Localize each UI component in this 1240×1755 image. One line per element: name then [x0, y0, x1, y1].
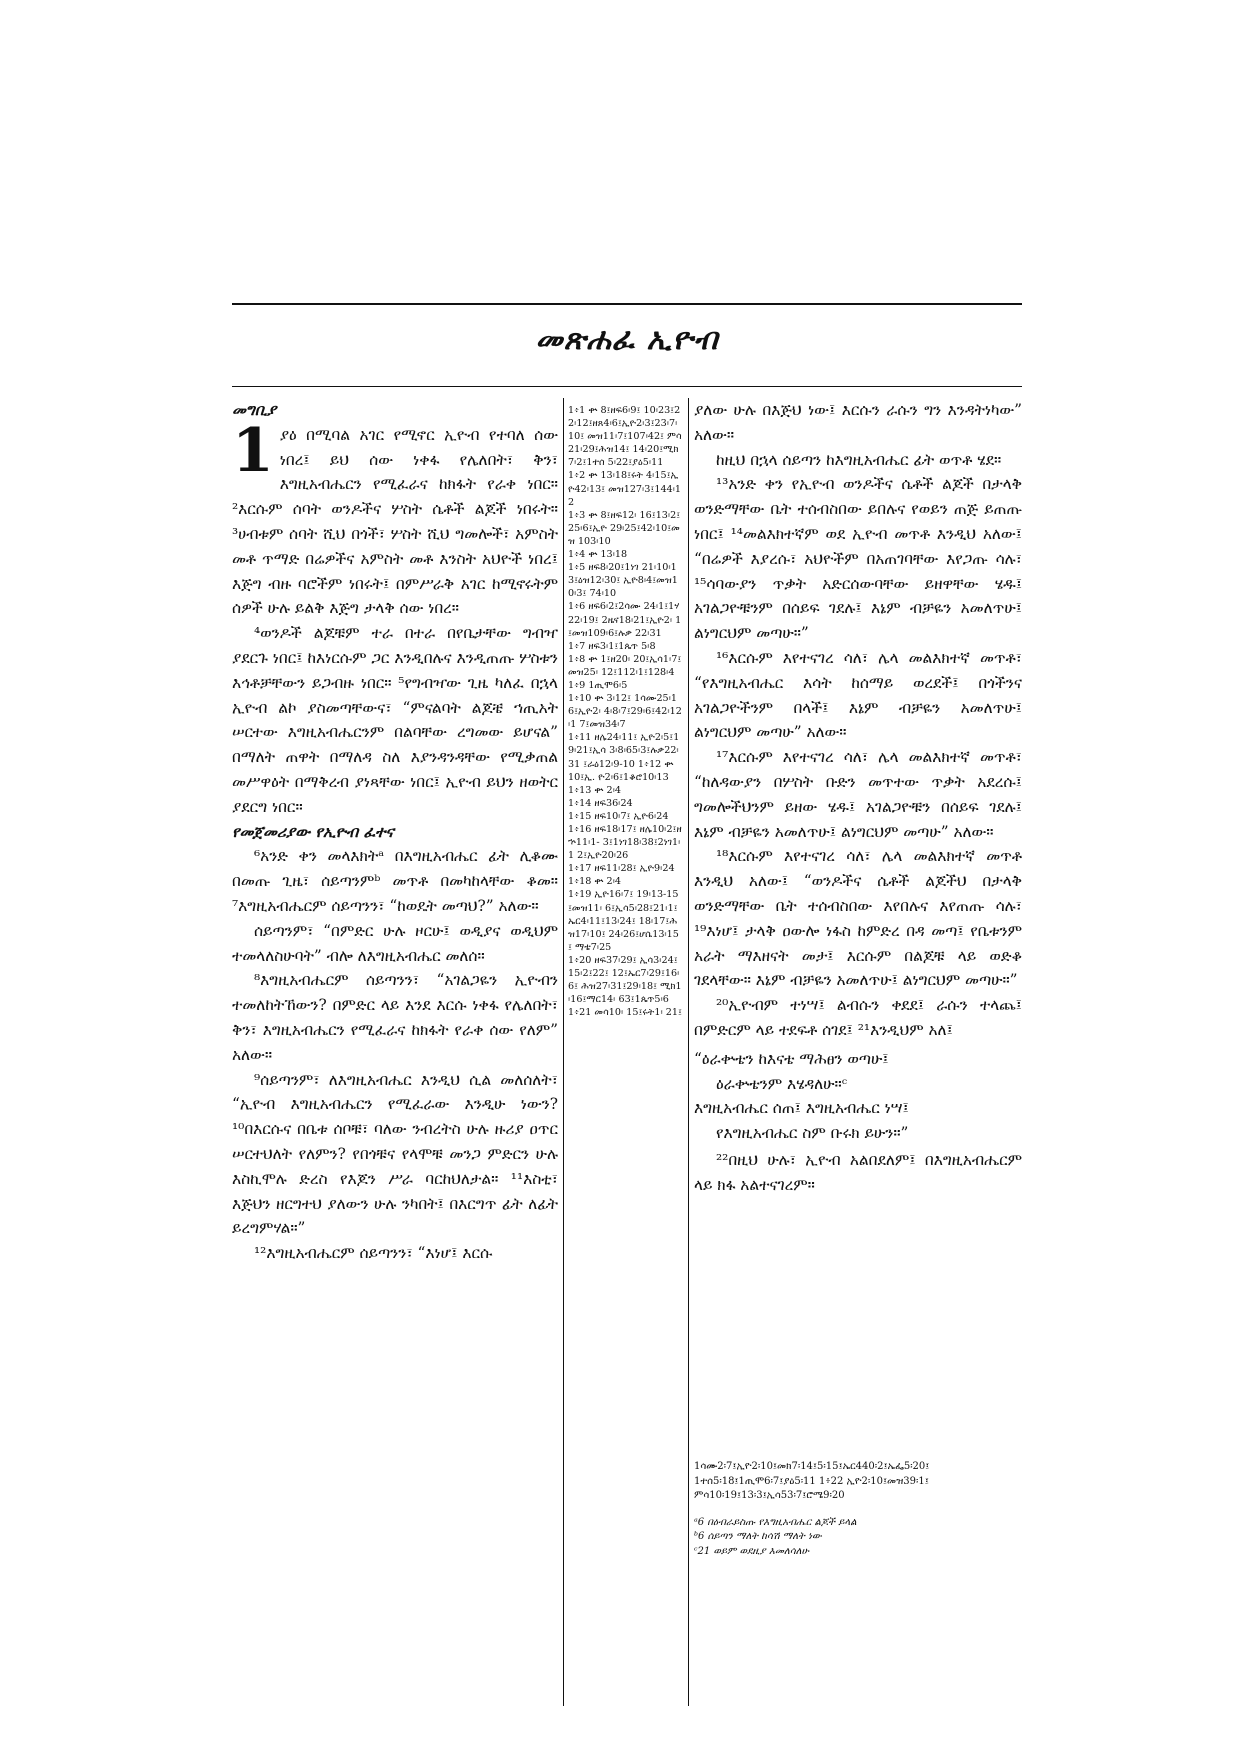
cross-reference: 1፥21 መሳ10፡ 15፤ሩት1፡ 21፤	[568, 1007, 682, 1019]
poem-line: እግዚአብሔር ሰጠ፤ እግዚአብሔር ነሣ፤	[694, 1099, 909, 1118]
cross-reference: 1፥15 ዘፍ10፡7፤ ኢዮ6፡24	[568, 810, 669, 822]
footnote-crossref: 1ሳሙ2፡7፤ኢዮ2፡10፤መክ7፡14፤5፡15፤ኤር440፡2፤ኤፌ5፡20፤	[694, 1461, 930, 1472]
poem-line: የእግዚአብሔር ስም ቡሩክ ይሁን።”	[716, 1124, 909, 1143]
right-text-column	[694, 398, 1022, 1198]
left-text-column	[232, 398, 558, 1266]
cross-reference: 1፥10 ቍ 3፡12፤ 1ሳሙ25፡16፤ኢዮ2፡ 4፡8፡7፤29፡6፤42፡12፡1 7፤መዝ34፡7	[568, 693, 682, 731]
verse-paragraph: ያዕ በሚባል አገር የሚኖር ኢዮብ የተባለ ሰው ነበረ፤ ይህ ሰው ነቀፋ የሌለበት፣ ቅን፣ እግዚአብሔርን የሚፈራና ከክፋት የራቀ ነበር። ²እርሱም ሰባት ወንዶችና ሦስት ሴቶች ልጆች ነበሩት። ³ሀብቱም ሰባት ሺህ በጎች፣ ሦስት ሺህ ግመሎች፣ አምስት መቶ ጥማድ በሬዎችና አምስት መቶ እንስት አህዮች ነበረ፤ እጅግ ብዙ ባሮችም ነበሩት፤ በምሥራቅ አገር ከሚኖሩትም ሰዎች ሁሉ ይልቅ እጅግ ታላቅ ሰው ነበረ።	[232, 425, 558, 618]
verse-paragraph: ⁶አንድ ቀን መላእክትᵃ በእግዚአብሔር ፊት ሊቆሙ በመጡ ጊዜ፣ ሰይጣንምᵇ መጥቶ በመካከላቸው ቆመ። ⁷እግዚአብሔርም ሰይጣንን፣ “ከወዴት መጣህ?” አለው።	[232, 847, 558, 915]
cross-reference: 1፥4 ቍ 13፡18	[568, 549, 628, 561]
cross-reference: 1፥17 ዘፍ11፡28፤ ኢዮ9፡24	[568, 863, 675, 875]
cross-reference: 1፥14 ዘፍ36፡24	[568, 797, 633, 809]
verse-paragraph: ⁸እግዚአብሔርም ሰይጣንን፣ “አገልጋዬን ኢዮብን ተመለከትኸውን? በምድር ላይ እንደ እርሱ ነቀፋ የሌለበት፣ ቅን፣ እግዚአብሔርን የሚፈራና ከክፋት የራቀ ሰው የለም” አለው።	[232, 971, 558, 1064]
cross-reference: 1፥5 ዘፍ8፡20፤1ነገ 21፡10፡13፤ዕዝ12፡30፤ ኢዮ8፡4፤መዝ10፡3፤ 74፡10	[568, 562, 678, 600]
footnote: ᵇ6 ሰይጣን ማለት ከሳሽ ማለት ነው	[694, 1531, 822, 1543]
cross-reference: 1፥16 ዘፍ18፡17፤ ዘሌ10፡2፤ዘኍ11፡1- 3፤1ነገ18፡38፤2ነገ1፡1 2፤ኢዮ20፡26	[568, 824, 682, 862]
book-title: መጽሐፈ ኢዮብ	[535, 322, 719, 357]
footnote-crossref: 1ተሰ5፡18፤1ጢሞ6፡7፤ያዕ5፡11 1፥22 ኢዮ2፡10፤መዝ39፡1፤	[694, 1475, 929, 1487]
poem-line: ዕራቍቴንም እሄዳለሁ።ᶜ	[716, 1074, 848, 1093]
cross-reference: 1፥7 ዘፍ3፡1፤1ጴጥ 5፡8	[568, 640, 656, 652]
cross-reference: 1፥18 ቍ 2፡4	[568, 876, 622, 888]
cross-reference-column	[568, 404, 682, 1019]
verse-paragraph: ⁹ሰይጣንም፣ ለእግዚአብሔር እንዲህ ሲል መለሰለት፣ “ኢዮብ እግዚአብሔርን የሚፈራው እንዲሁ ነውን? ¹⁰በእርሱና በቤቱ ሰቦቹ፣ ባለው ንብረትስ ሁሉ ዙሪያ ዐጥር ሠርተህለት የለምን? የበጎቹና የላሞቹ መንጋ ምድርን ሁሉ እስኪሞሉ ድረስ የእጆን ሥራ ባርከህለታል። ¹¹እስቲ፣ እጅህን ዘርግተህ ያለውን ሁሉ ንካበት፤ በእርግጥ ፊት ለፊት ይረግምሃል።”	[232, 1070, 558, 1238]
cross-reference: 1፥13 ቍ 2፡4	[568, 784, 622, 796]
verse-paragraph: ¹⁷እርሱም እየተናገረ ሳለ፣ ሌላ መልእክተኛ መጥቶ፣ “ከለዳውያን በሦስት ቡድን መጥተው ጥቃት አደረሱ፤ ግመሎችህንም ይዘው ሄዱ፤ አገልጋዮቹን በሰይፍ ገደሉ፤ እኔም ብቻዬን አመለጥሁ፤ ልነግርህም መጣሁ” አለው።	[694, 748, 1022, 841]
cross-reference: 1፥8 ቍ 1፤ዘ20፡ 20፤ኢሳ1፡7፤መዝ25፡ 12፤112፡1፤128፡4	[568, 653, 682, 678]
verse-paragraph: ²²በዚህ ሁሉ፣ ኢዮብ አልበደለም፤ በእግዚአብሔርም ላይ ክፋ አልተናገረም።	[694, 1150, 1022, 1194]
poem-line: “ዕራቍቴን ከእናቴ ማሕፀን ወጣሁ፤	[694, 1049, 889, 1068]
intro-heading: መግቢያ	[232, 401, 277, 419]
chapter-number: 1	[232, 415, 274, 486]
verse-paragraph: ¹⁸እርሱም እየተናገረ ሳለ፣ ሌላ መልእክተኛ መጥቶ እንዲህ አለው፤ “ወንዶችና ሴቶች ልጆችህ በታላቅ ወንድማቸው ቤት ተሰብስበው እየበሉና እየጠጡ ሳሉ፣ ¹⁹እነሆ፤ ታላቅ ዐውሎ ነፋስ ከምድረ በዳ መጣ፤ የቤቱንም አራት ማእዘናት መታ፤ እርሱም በልጆቹ ላይ ወድቆ ገደላቸው። እኔም ብቻዬን አመለጥሁ፤ ልነግርህም መጣሁ።”	[694, 847, 1022, 990]
column-divider	[563, 398, 564, 1706]
cross-reference: 1፥3 ቍ 8፤ዘፍ12፡ 16፤13፡2፤25፡6፤ኢዮ 29፡25፤42፡10፤መዝ 103፡10	[568, 509, 681, 547]
top-rule	[232, 303, 1022, 305]
footnote: ᵃ6 በዕብራይስጡ የእግዚአብሔር ልጆች ይላል	[694, 1516, 857, 1528]
verse-paragraph: ያለው ሁሉ በእጅህ ነው፤ እርሱን ራሱን ግን እንዳትነካው” አለው።	[694, 401, 1022, 444]
verse-paragraph: ከዚህ በኋላ ሰይጣን ከእግዚአብሔር ፊት ወጥቶ ሄደ።	[716, 450, 1002, 469]
verse-paragraph: ²⁰ኢዮብም ተነሣ፤ ልብሱን ቀደደ፤ ራሱን ተላጨ፤ በምድርም ላይ ተደፍቶ ሰገደ፤ ²¹እንዲህም አለ፤	[694, 996, 1022, 1039]
cross-reference: 1፥2 ቍ 13፡18፤ሩት 4፡15፤ኢዮ42፡13፤ መዝ127፡3፤144፡12	[568, 470, 682, 508]
footnote-crossref: ምሳ10፡19፤13፡3፤ኢሳ53፡7፤ሮሜ9፡20	[694, 1490, 845, 1502]
title-rule	[232, 386, 1022, 387]
cross-reference: 1፥11 ዘሌ24፡11፤ ኢዮ2፡5፤19፡21፤ኢሳ 3፡8፡65፡3፤ሉቃ22፡31 ፤ራዕ12፡9-10 1፥12 ቍ 10፤ኢ. ዮ2፡6፤1ቆሮ10፡13	[568, 732, 680, 783]
verse-paragraph: ¹³አንድ ቀን የኢዮብ ወንዶችና ሴቶች ልጆች በታላቅ ወንድማቸው ቤት ተሰብስበው ይበሉና የወይን ጠጅ ይጠጡ ነበር፤ ¹⁴መልእክተኛም ወደ ኢዮብ መጥቶ እንዲህ አለው፤ “በሬዎች እያረሱ፣ አህዮችም በአጠገባቸው እየጋጡ ሳሉ፣ ¹⁵ሳባውያን ጥቃት አድርሰውባቸው ይዘዋቸው ሄዱ፤ አገልጋዮቹንም በሰይፍ ገደሉ፤ እኔም ብቻዬን አመለጥሁ፤ ልነግርህም መጣሁ።”	[694, 475, 1022, 643]
cross-reference: 1፥9 1ጢሞ6፡5	[568, 679, 628, 691]
verse-paragraph: ⁴ወንዶች ልጆቹም ተራ በተራ በየቤታቸው ግብዣ ያደርጉ ነበር፤ ከእነርሱም ጋር እንዲበሉና እንዲጠጡ ሦስቱን እኅቶቻቸውን ይጋብዙ ነበር። ⁵የግብዣው ጊዜ ካለፈ በኋላ ኢዮብ ልኮ ያስመጣቸውና፣ “ምናልባት ልጆቼ ኀጢአት ሠርተው እግዚአብሔርንም በልባቸው ረግመው ይሆናል” በማለት ጠዋት በማለዳ ስለ እያንዳንዳቸው የሚቃጠል መሥዋዕት በማቅረብ ያነጻቸው ነበር፤ ኢዮብ ይህን ዘወትር ያደርግ ነበር።	[232, 624, 558, 816]
verse-paragraph: ሰይጣንም፣ “በምድር ሁሉ ዞርሁ፤ ወዲያና ወዲህም ተመላለስሁባት” ብሎ ለእግዚአብሔር መለሰ።	[232, 921, 558, 965]
cross-reference: 1፥6 ዘፍ6፡2፤2ሳሙ 24፡1፤1ሃ22፡19፤ 2ዜና18፡21፤ኢዮ2፡ 1፤መዝ109፡6፤ሉቃ 22፡31	[568, 601, 682, 639]
poem-block	[694, 1047, 1022, 1146]
verse-paragraph: ¹²እግዚአብሔርም ሰይጣንን፣ “እነሆ፤ እርሱ	[254, 1244, 493, 1263]
footnotes	[694, 1460, 1022, 1560]
chapter-opening	[232, 415, 558, 621]
footnote: ᶜ21 ወይም ወደዚያ እመለሳለሁ	[694, 1545, 809, 1557]
cross-reference: 1፥1 ቍ 8፤ዘፍ6፡9፤ 10፡23፤22፡12፤ዘጸ4፡6፤ኢዮ2፡3፤23፡7፡10፤ መዝ11፡7፤107፡42፤ ምሳ21፡29፤ሕዝ14፤ 14፡20፤ሚክ7፡2፤1ተሰ 5፡22፤ያዕ5፡11	[568, 405, 682, 469]
verse-paragraph: ¹⁶እርሱም እየተናገረ ሳለ፣ ሌላ መልእክተኛ መጥቶ፣ “የእግዚአብሔር እሳት ከሰማይ ወረደች፤ በጎችንና አገልጋዮችንም በላች፤ እኔም ብቻዬን አመለጥሁ፤ ልነግርህም መጣሁ” አለው።	[694, 648, 1022, 742]
cross-reference: 1፥20 ዘፍ37፡29፤ ኢሳ3፡24፤15፡2፤22፤ 12፤ኤር7፡29፤16፡6፤ ሕዝ27፡31፤29፡18፤ ሚክ1፡16፤ማር14፡ 63፤1ጴጥ5፡6	[568, 954, 682, 1006]
column-divider	[688, 398, 689, 1706]
section-heading: የመጀመሪያው የኢዮብ ፈተና	[232, 822, 394, 841]
cross-reference: 1፥19 ኢዮ16፡7፤ 19፡13-15፤መዝ11፡ 6፤ኢሳ5፡28፤21፡1፤ ኤር4፡11፤13፡24፤ 18፡17፤ሕዝ17፡10፤ 24፡26፤ሆሴ13፡15፤ ማቴ7፡25	[568, 889, 679, 953]
